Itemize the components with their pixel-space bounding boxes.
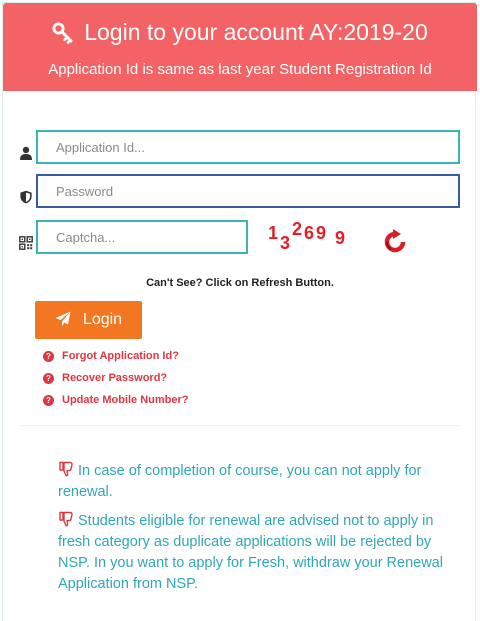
user-icon	[19, 146, 33, 160]
page-subtitle: Application Id is same as last year Student Registration Id	[48, 61, 432, 78]
thumbs-down-icon	[58, 461, 74, 477]
key-icon	[52, 22, 74, 44]
forgot-application-id-link[interactable]	[43, 349, 189, 371]
password-input[interactable]	[36, 174, 460, 208]
application-id-input[interactable]	[36, 130, 460, 164]
notice-text: Students eligible for renewal are advised not to apply in fresh category as duplicate applications will be rejected by NSP. In you want to apply for Fresh, withdraw your Renewal Application from NSP.	[58, 513, 443, 592]
qrcode-icon	[19, 236, 33, 250]
notice-renewal-completion	[58, 461, 458, 503]
recover-password-link[interactable]	[43, 371, 189, 393]
cant-see-hint: Can't See? Click on Refresh Button.	[146, 277, 334, 289]
paper-plane-icon	[55, 311, 71, 327]
help-links	[43, 349, 189, 415]
captcha-char: 3	[280, 233, 291, 253]
link-label: Update Mobile Number?	[62, 394, 189, 406]
login-button-label: Login	[82, 311, 123, 328]
question-circle-icon: ?	[43, 351, 54, 362]
question-circle-icon: ?	[43, 395, 54, 406]
login-header	[3, 3, 477, 91]
captcha-char: 2	[292, 219, 303, 239]
divider	[21, 425, 459, 426]
captcha-char: 6	[304, 223, 315, 243]
captcha-char: 9	[335, 228, 346, 248]
captcha-char: 9	[316, 223, 327, 243]
captcha-char: 1	[268, 223, 279, 243]
notice-renewal-fresh	[58, 511, 458, 595]
login-button[interactable]	[35, 301, 142, 339]
notice-text: In case of completion of course, you can not apply for renewal.	[58, 463, 422, 500]
page-title	[3, 19, 477, 45]
link-label: Forgot Application Id?	[62, 350, 179, 362]
captcha-image	[268, 219, 358, 253]
question-circle-icon: ?	[43, 373, 54, 384]
refresh-icon[interactable]	[382, 229, 408, 255]
captcha-input[interactable]	[36, 220, 248, 254]
shield-icon	[19, 190, 33, 204]
page-title-text: Login to your account AY:2019-20	[84, 19, 428, 45]
link-label: Recover Password?	[62, 372, 168, 384]
thumbs-down-icon	[58, 511, 74, 527]
update-mobile-number-link[interactable]	[43, 393, 189, 415]
login-panel	[2, 2, 476, 621]
